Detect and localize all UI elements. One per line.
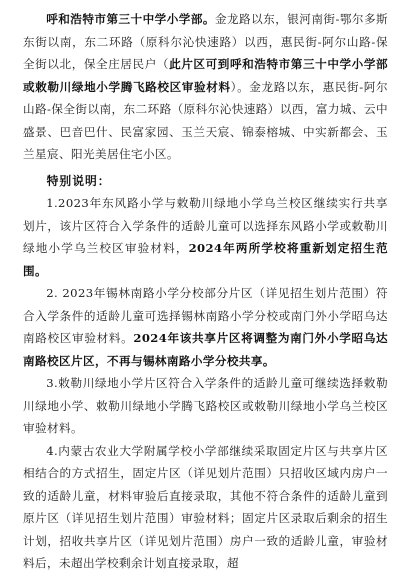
intro-text-2: ）。金龙路以东，惠民街-阿尔山路-保全街以南，东二环路（原科尔沁快速路）以西，富力城、云中盛景、巴音巴什、民富家园、玉兰天宸、锦泰榕城、中实新都会、玉兰星宸、阳光美居住宅小区。 (23, 79, 388, 161)
note-3-paragraph (23, 372, 388, 440)
review-note-bold: 此片区可到呼和浩特市第三十中学小学部或敕勒川绿地小学腾飞路校区审验材料 (23, 57, 388, 94)
note-4-text: 4.内蒙古农业大学附属学校小学部继续采取固定片区与共享片区相结合的方式招生，固定片区（详见划片范围）只招收区域内房户一致的适龄儿童，材料审验后直接录取，其他不符合条件的适龄儿童到原片区（详见招生划片范围）审验材料；固定片区录取后剩余的招生计划，招收共享片区（详见划片范围）房户一致的适龄儿童，审验材料后，未超出学校剩余计划直接录取，超 (23, 443, 388, 570)
intro-text-1: 金龙路以东，银河南街-鄂尔多斯东街以南，东二环路（原科尔沁快速路）以西，惠民街-阿尔山路-保全街以北，保全庄居民户（ (23, 12, 388, 71)
special-notes-heading: 特别说明： (46, 173, 111, 188)
intro-paragraph (23, 8, 388, 166)
note-3-text: 3.敕勒川绿地小学片区符合入学条件的适龄儿童可继续选择敕勒川绿地小学、敕勒川绿地小学腾飞路校区或敕勒川绿地小学乌兰校区审验材料。 (23, 376, 388, 435)
note-1-paragraph (23, 192, 388, 282)
note-1-text: 1.2023年东风路小学与敕勒川绿地小学乌兰校区继续实行共享划片，该片区符合入学条件的适龄儿童可以选择东风路小学或敕勒川绿地小学乌兰校区审验材料， (23, 196, 388, 255)
note-2-text: 2. 2023年锡林南路小学分校部分片区（详见招生划片范围）符合入学条件的适龄儿童可选择锡林南路小学分校或南门外小学昭乌达南路校区审验材料。 (23, 286, 388, 345)
note-2-paragraph (23, 282, 388, 372)
school-name-bold: 呼和浩特市第三十中学小学部。 (46, 12, 215, 26)
note-1-bold: 2024年两所学校将重新划定招生范围。 (23, 241, 388, 278)
note-2-bold: 2024年该共享片区将调整为南门外小学昭乌达南路校区片区，不再与锡林南路小学分校共享。 (23, 331, 388, 368)
note-4-paragraph (23, 440, 388, 575)
